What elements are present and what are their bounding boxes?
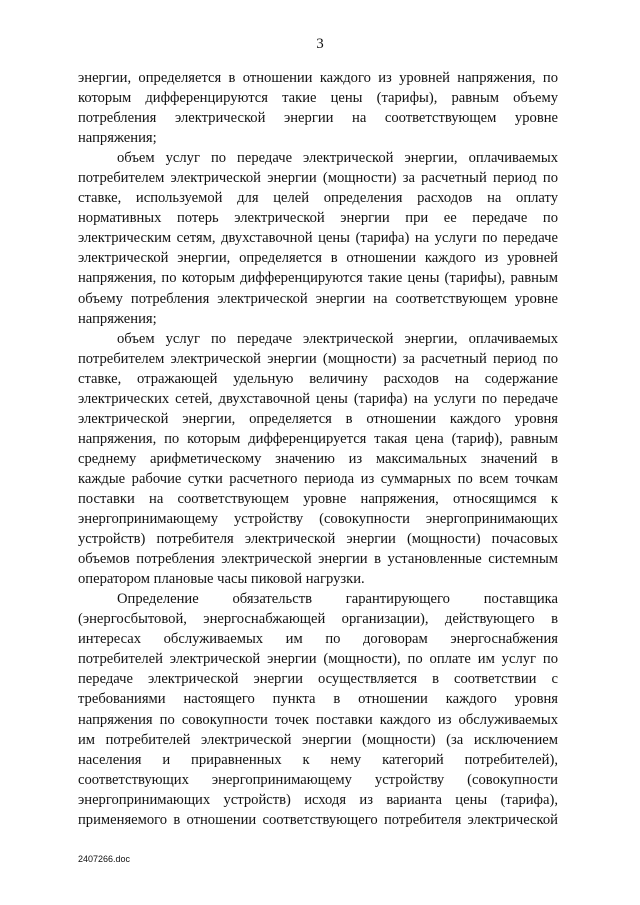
text-line: населения и приравненных к нему категорий потребителей), [78,751,558,768]
text-line: ставке, используемой для целей определения расходов на оплату [78,190,558,207]
text-line: передаче электрической энергии осуществляется в соответствии с [78,671,558,688]
text-line: нормативных потерь электрической энергии при ее передаче по [78,210,558,227]
text-line: потребления электрической энергии на соответствующем уровне [78,110,558,127]
text-line: электрическим сетям, двухставочной цены (тарифа) на услуги по передаче [78,230,558,247]
text-line: оператором плановые часы пиковой нагрузки. [78,571,365,588]
text-line: объем услуг по передаче электрической энергии, оплачиваемых [117,150,558,167]
text-line: напряжения; [78,310,157,327]
text-line: интересах обслуживаемых им по договорам энергоснабжения [78,631,558,648]
text-line: поставки на соответствующем уровне напряжения, относящимся к [78,490,558,507]
text-line: напряжения по совокупности точек поставки каждого из обслуживаемых [78,711,558,728]
text-line: каждые рабочие сутки расчетного периода из суммарных по всем точкам [78,470,558,487]
text-line: объему потребления электрической энергии на соответствующем уровне [78,290,558,307]
text-line: Определение обязательств гарантирующего поставщика [117,591,558,608]
text-line: среднему арифметическому значению из максимальных значений в [78,450,558,467]
document-body [78,68,558,830]
text-line: электрических сетей, двухставочной цены (тарифа) на услуги по передаче [78,390,558,407]
text-line: электрической энергии, определяется в отношении каждого уровня [78,410,558,427]
text-line: потребителей электрической энергии (мощности), по оплате им услуг по [78,651,558,668]
text-line: электрической энергии, определяется в отношении каждого из уровней [78,250,558,267]
text-line: устройств) потребителя электрической энергии (мощности) почасовых [78,531,558,548]
text-line: соответствующих энергопринимающему устройству (совокупности [78,771,558,788]
text-line: потребителем электрической энергии (мощности) за расчетный период по [78,350,558,367]
text-line: энергопринимающему устройству (совокупности энергопринимающих [78,511,558,528]
text-line: объемов потребления электрической энергии в установленные системным [78,551,558,568]
text-line: напряжения, по которым дифференцируются такие цены (тарифы), равным [78,270,558,287]
page-number: 3 [316,36,324,52]
text-line: (энергосбытовой, энергоснабжающей организации), действующего в [78,611,558,628]
text-line: потребителем электрической энергии (мощности) за расчетный период по [78,170,558,187]
text-line: применяемого в отношении соответствующего потребителя электрической [78,811,558,828]
text-line: энергии, определяется в отношении каждого из уровней напряжения, по [78,70,558,86]
text-line: напряжения, по которым дифференцируется такая цена (тариф), равным [78,430,558,447]
text-line: им потребителей электрической энергии (мощности) (за исключением [78,731,558,748]
text-line: объем услуг по передаче электрической энергии, оплачиваемых [117,330,558,347]
text-line: ставке, отражающей удельную величину расходов на содержание [78,370,558,387]
text-line: требованиями настоящего пункта в отношении каждого уровня [78,691,558,708]
text-line: энергопринимающих устройств) исходя из варианта цены (тарифа), [78,791,558,808]
footer-filename: 2407266.doc [78,854,131,864]
text-line: напряжения; [78,130,157,147]
text-line: которым дифференцируются такие цены (тарифы), равным объему [78,90,558,107]
